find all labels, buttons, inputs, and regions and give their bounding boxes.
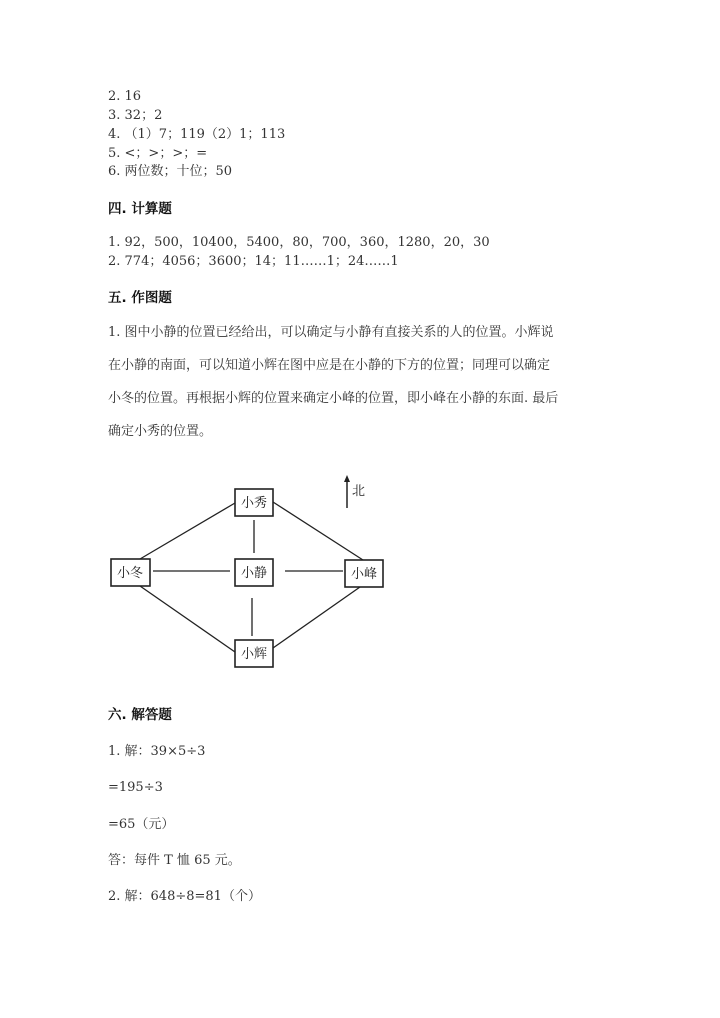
node-label: 小秀 [240, 496, 268, 511]
solution-line: =65（元） [108, 817, 175, 832]
node-label: 小峰 [350, 567, 378, 582]
answer-line: 6. 两位数；十位；50 [108, 164, 233, 179]
solution-line: 答：每件 T 恤 65 元。 [108, 853, 241, 868]
edge [273, 587, 360, 648]
answer-line: 2. 774；4056；3600；14；11……1；24……1 [108, 254, 399, 269]
answer-line: 5. <；>；>；= [108, 146, 208, 161]
node-left [111, 559, 150, 586]
answer-line: 4. （1）7；119（2）1；113 [108, 127, 286, 142]
node-top [235, 489, 273, 516]
answer-line: 1. 92，500，10400，5400，80，700，360，1280，20，30 [108, 235, 490, 250]
solution-line: 2. 解：648÷8=81（个） [108, 889, 261, 904]
paragraph-line: 1. 图中小静的位置已经给出，可以确定与小静有直接关系的人的位置。小辉说 [108, 325, 554, 340]
paragraph-line: 小冬的位置。再根据小辉的位置来确定小峰的位置，即小峰在小静的东面. 最后 [108, 391, 559, 406]
node-label: 小冬 [116, 566, 144, 581]
arrowhead-icon [344, 475, 350, 482]
north-label: 北 [352, 484, 366, 499]
edge [273, 502, 363, 560]
node-bottom [235, 640, 273, 667]
node-right [345, 560, 383, 587]
answer-line: 3. 32；2 [108, 108, 163, 123]
node-label: 小静 [240, 566, 268, 581]
node-center [235, 559, 273, 586]
paragraph-line: 确定小秀的位置。 [108, 424, 213, 439]
edge [140, 586, 235, 652]
edge [140, 503, 235, 559]
solution-line: 1. 解：39×5÷3 [108, 744, 206, 759]
section6-heading: 六. 解答题 [108, 707, 172, 723]
section4-heading: 四. 计算题 [108, 201, 172, 217]
paragraph-line: 在小静的南面，可以知道小辉在图中应是在小静的下方的位置；同理可以确定 [108, 358, 551, 373]
node-label: 小辉 [240, 647, 268, 662]
section5-heading: 五. 作图题 [108, 290, 172, 306]
solution-line: =195÷3 [108, 780, 163, 795]
answer-line: 2. 16 [108, 89, 142, 104]
north-indicator [344, 475, 365, 508]
